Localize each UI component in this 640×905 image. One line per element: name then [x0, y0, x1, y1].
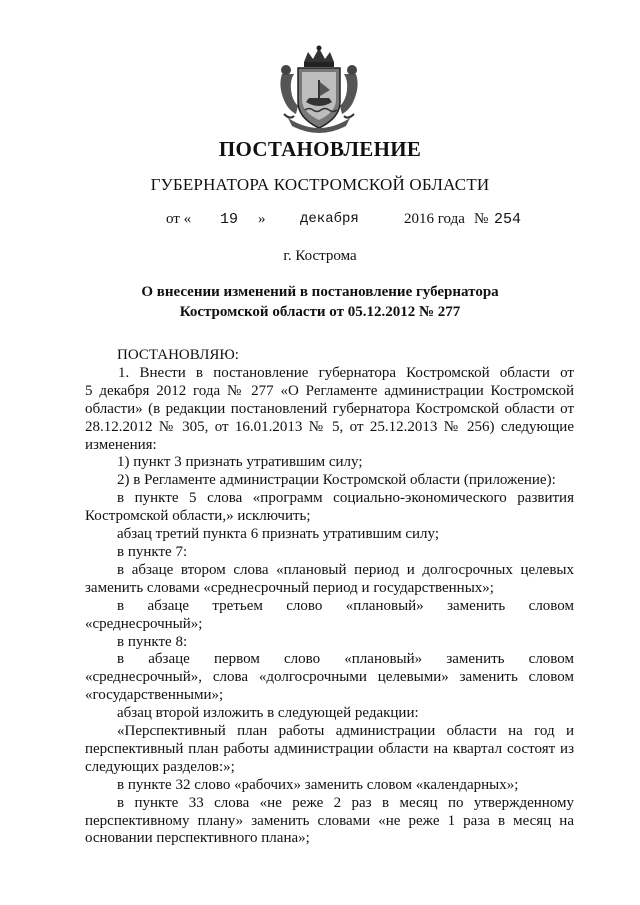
date-day-close: » [258, 211, 266, 227]
date-year: 2016 года [404, 211, 465, 227]
body-line: перспективному плану» заменить словами «не реже 1 раза в месяц на [85, 812, 574, 829]
date-day: 19 [220, 211, 239, 228]
body-line: 1) пункт 3 признать утратившим силу; [117, 454, 363, 471]
document-number: 254 [494, 211, 522, 228]
body-line: 28.12.2012 № 305, от 16.01.2013 № 5, от 25.12.2013 № 256) следующие [85, 418, 574, 435]
body-line: области» (в редакции постановлений губернатора Костромской области от [85, 400, 574, 417]
document-body [85, 347, 574, 848]
body-line: «среднесрочный»; [85, 615, 203, 632]
document-type-title: ПОСТАНОВЛЕНИЕ [218, 137, 422, 161]
body-line: 2) в Регламенте администрации Костромской области (приложение): [117, 472, 556, 489]
body-line: 5 декабря 2012 года № 277 «О Регламенте администрации Костромской [85, 382, 574, 399]
body-line: ПОСТАНОВЛЯЮ: [117, 347, 239, 363]
date-number-line [0, 211, 640, 233]
document-heading [0, 282, 640, 322]
body-line: в пункте 5 слова «программ социально-экономического развития [117, 490, 574, 507]
body-line: в абзаце втором слова «плановый период и долгосрочных целевых [117, 561, 574, 578]
city-line: г. Кострома [283, 248, 357, 264]
body-line: в пункте 7: [117, 543, 188, 560]
body-line: заменить словами «среднесрочный период и государственных»; [85, 579, 494, 596]
body-line: Костромской области,» исключить; [85, 508, 311, 525]
issuer-subtitle: ГУБЕРНАТОРА КОСТРОМСКОЙ ОБЛАСТИ [150, 175, 490, 194]
body-line: «среднесрочный», слова «долгосрочными целевыми» заменить словом [85, 669, 574, 686]
document-heading-line: О внесении изменений в постановление губернатора [141, 284, 499, 300]
body-line: «государственными»; [85, 687, 224, 704]
body-line: в абзаце первом слово «плановый» заменить словом [117, 651, 574, 668]
body-line: следующих разделов:»; [85, 758, 235, 775]
body-line: 1. Внести в постановление губернатора Костромской области от [118, 364, 574, 381]
body-line: основании перспективного плана»; [85, 830, 310, 847]
coat-of-arms-icon [276, 44, 362, 136]
body-line: в абзаце третьем слово «плановый» заменить словом [117, 597, 574, 614]
body-line: абзац второй изложить в следующей редакции: [117, 705, 419, 722]
body-line: в пункте 33 слова «не реже 2 раз в месяц по утвержденному [117, 794, 574, 811]
body-line: «Перспективный план работы администрации области на год и [117, 723, 574, 740]
body-line: изменения: [85, 436, 157, 453]
body-line: в пункте 8: [117, 633, 188, 650]
document-heading-line: Костромской области от 05.12.2012 № 277 [179, 304, 461, 320]
date-month: декабря [300, 211, 359, 227]
body-line: перспективный план работы администрации области на квартал состоят из [85, 740, 574, 757]
date-prefix: от « [166, 211, 192, 227]
body-line: абзац третий пункта 6 признать утратившим силу; [117, 526, 440, 543]
number-sign: № [474, 211, 489, 227]
body-line: в пункте 32 слово «рабочих» заменить словом «календарных»; [117, 776, 519, 793]
